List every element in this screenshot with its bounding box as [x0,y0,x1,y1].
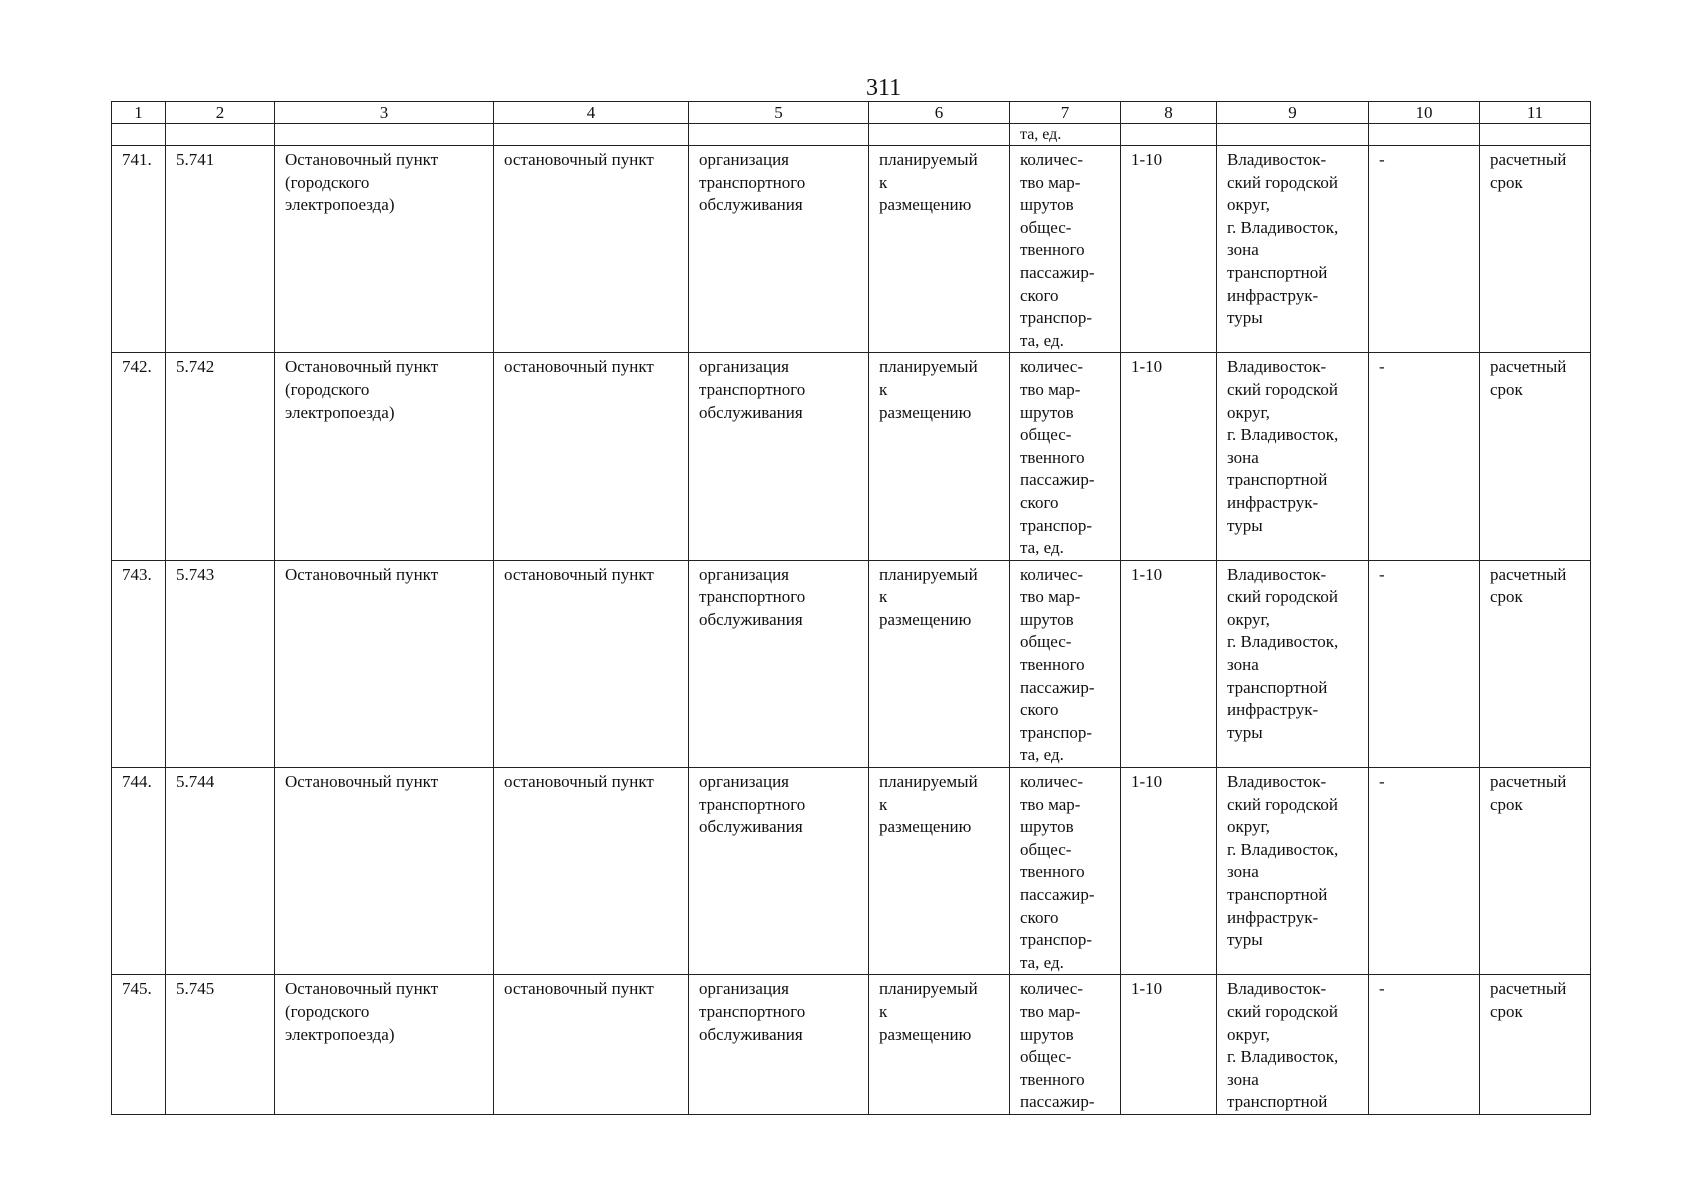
cont-cell-10 [1369,124,1480,146]
purpose: организация транспортного обслуживания [699,979,806,1044]
object-name: Остановочный пункт (городского электропоезда) [285,979,439,1044]
cont-cell-9 [1217,124,1369,146]
indicator-name: количес- тво мар- шрутов общес- твенного пассажир- ского транспор- та, ед. [1020,357,1095,558]
table-body [112,102,1591,1115]
row-number-cell [112,560,166,767]
status: планируемый к размещению [879,564,978,629]
table-row [112,146,1591,353]
implementation-term-cell [1480,560,1591,767]
indicator-name: количес- тво мар- шрутов общес- твенного пассажир- ского транспор- та, ед. [1020,150,1095,350]
row-number: 743. [122,564,152,584]
object-name: Остановочный пункт (городского электропоезда) [285,150,439,215]
row-number-cell [112,975,166,1115]
status: планируемый к размещению [879,150,978,215]
col-num-9: 9 [1217,102,1369,124]
status-cell [869,768,1010,975]
indicator-value-cell [1121,353,1217,560]
purpose: организация транспортного обслуживания [699,772,806,837]
indicator-name-cell [1010,353,1121,560]
protection-zone-cell [1369,560,1480,767]
object-name-cell [275,975,494,1115]
purpose-cell [689,146,869,353]
protection-zone: - [1379,564,1385,584]
indicator-name: количес- тво мар- шрутов общес- твенного пассажир- [1020,979,1095,1112]
implementation-term: расчетный срок [1490,150,1567,192]
indicator-value-cell [1121,768,1217,975]
object-name: Остановочный пункт [285,772,439,792]
implementation-term-cell [1480,975,1591,1115]
col-num-4: 4 [494,102,689,124]
cont-cell-5 [689,124,869,146]
purpose-cell [689,353,869,560]
object-type: остановочный пункт [504,150,654,169]
row-number-cell [112,768,166,975]
object-type-cell [494,353,689,560]
object-name: Остановочный пункт [285,564,439,584]
indicator-name: количес- тво мар- шрутов общес- твенного пассажир- ского транспор- та, ед. [1020,772,1095,972]
cont-cell-3 [275,124,494,146]
status-cell [869,353,1010,560]
location: Владивосток- ский городской округ, г. Владивосток, зона транспортной инфраструк- туры [1227,772,1339,950]
status: планируемый к размещению [879,772,978,837]
location: Владивосток- ский городской округ, г. Владивосток, зона транспортной инфраструк- туры [1227,564,1339,742]
location-cell [1217,560,1369,767]
location: Владивосток- ский городской округ, г. Владивосток, зона транспортной [1227,979,1339,1112]
implementation-term-cell [1480,353,1591,560]
row-number: 745. [122,979,152,999]
col-num-6: 6 [869,102,1010,124]
location: Владивосток- ский городской округ, г. Владивосток, зона транспортной инфраструк- туры [1227,357,1339,535]
purpose: организация транспортного обслуживания [699,564,806,629]
row-number-cell [112,146,166,353]
location-cell [1217,975,1369,1115]
indicator-value: 1-10 [1131,772,1163,792]
object-name: Остановочный пункт (городского электропоезда) [285,357,439,422]
protection-zone-cell [1369,768,1480,975]
object-type-cell [494,560,689,767]
object-code-cell [166,353,275,560]
col-num-10: 10 [1369,102,1480,124]
protection-zone-cell [1369,975,1480,1115]
purpose: организация транспортного обслуживания [699,357,806,422]
table-row [112,560,1591,767]
indicator-name-cell [1010,768,1121,975]
object-code: 5.743 [176,564,215,584]
protection-zone: - [1379,979,1385,999]
indicator-value-cell [1121,560,1217,767]
indicator-value: 1-10 [1131,564,1163,584]
indicator-name-cell [1010,560,1121,767]
col-num-7: 7 [1010,102,1121,124]
object-type-cell [494,768,689,975]
cont-cell-2 [166,124,275,146]
objects-table [111,101,1591,1115]
cont-cell-4 [494,124,689,146]
col-num-2: 2 [166,102,275,124]
col-num-3: 3 [275,102,494,124]
object-code: 5.741 [176,150,215,169]
implementation-term: расчетный срок [1490,564,1567,607]
indicator-value-cell [1121,146,1217,353]
implementation-term: расчетный срок [1490,772,1567,814]
object-code-cell [166,146,275,353]
status: планируемый к размещению [879,979,978,1044]
cont-cell-7: та, ед. [1010,124,1121,146]
column-number-row [112,102,1591,124]
object-name-cell [275,768,494,975]
table-row [112,353,1591,560]
indicator-name: количес- тво мар- шрутов общес- твенного пассажир- ского транспор- та, ед. [1020,564,1095,765]
protection-zone-cell [1369,146,1480,353]
implementation-term-cell [1480,146,1591,353]
object-code: 5.744 [176,772,215,792]
object-code-cell [166,975,275,1115]
object-type-cell [494,146,689,353]
implementation-term: расчетный срок [1490,979,1567,1021]
status-cell [869,146,1010,353]
page-number: 311 [866,75,902,101]
protection-zone-cell [1369,353,1480,560]
indicator-value-cell [1121,975,1217,1115]
object-name-cell [275,146,494,353]
table-row [112,975,1591,1115]
implementation-term-cell [1480,768,1591,975]
location: Владивосток- ский городской округ, г. Владивосток, зона транспортной инфраструк- туры [1227,150,1339,328]
col-num-8: 8 [1121,102,1217,124]
location-cell [1217,768,1369,975]
status-cell [869,560,1010,767]
location-cell [1217,353,1369,560]
row-number: 741. [122,150,152,169]
table-row [112,768,1591,975]
cont-cell-6 [869,124,1010,146]
protection-zone: - [1379,772,1385,792]
object-name-cell [275,353,494,560]
row-number: 744. [122,772,152,792]
indicator-value: 1-10 [1131,979,1163,999]
protection-zone: - [1379,150,1385,169]
purpose-cell [689,560,869,767]
cont-cell-8 [1121,124,1217,146]
indicator-name-cell [1010,146,1121,353]
indicator-name-cell [1010,975,1121,1115]
object-code-cell [166,560,275,767]
purpose-cell [689,768,869,975]
implementation-term: расчетный срок [1490,357,1567,399]
continuation-row [112,124,1591,146]
col-num-1: 1 [112,102,166,124]
cont-cell-11 [1480,124,1591,146]
object-type: остановочный пункт [504,564,654,584]
object-type: остановочный пункт [504,357,654,377]
status: планируемый к размещению [879,357,978,422]
object-type: остановочный пункт [504,979,654,999]
col-num-5: 5 [689,102,869,124]
object-type: остановочный пункт [504,772,654,792]
row-number: 742. [122,357,152,377]
object-type-cell [494,975,689,1115]
location-cell [1217,146,1369,353]
row-number-cell [112,353,166,560]
object-code: 5.745 [176,979,215,999]
indicator-value: 1-10 [1131,150,1163,169]
object-name-cell [275,560,494,767]
object-code: 5.742 [176,357,215,377]
purpose-cell [689,975,869,1115]
purpose: организация транспортного обслуживания [699,150,806,215]
col-num-11: 11 [1480,102,1591,124]
protection-zone: - [1379,357,1385,377]
cont-cell-1 [112,124,166,146]
object-code-cell [166,768,275,975]
status-cell [869,975,1010,1115]
indicator-value: 1-10 [1131,357,1163,377]
